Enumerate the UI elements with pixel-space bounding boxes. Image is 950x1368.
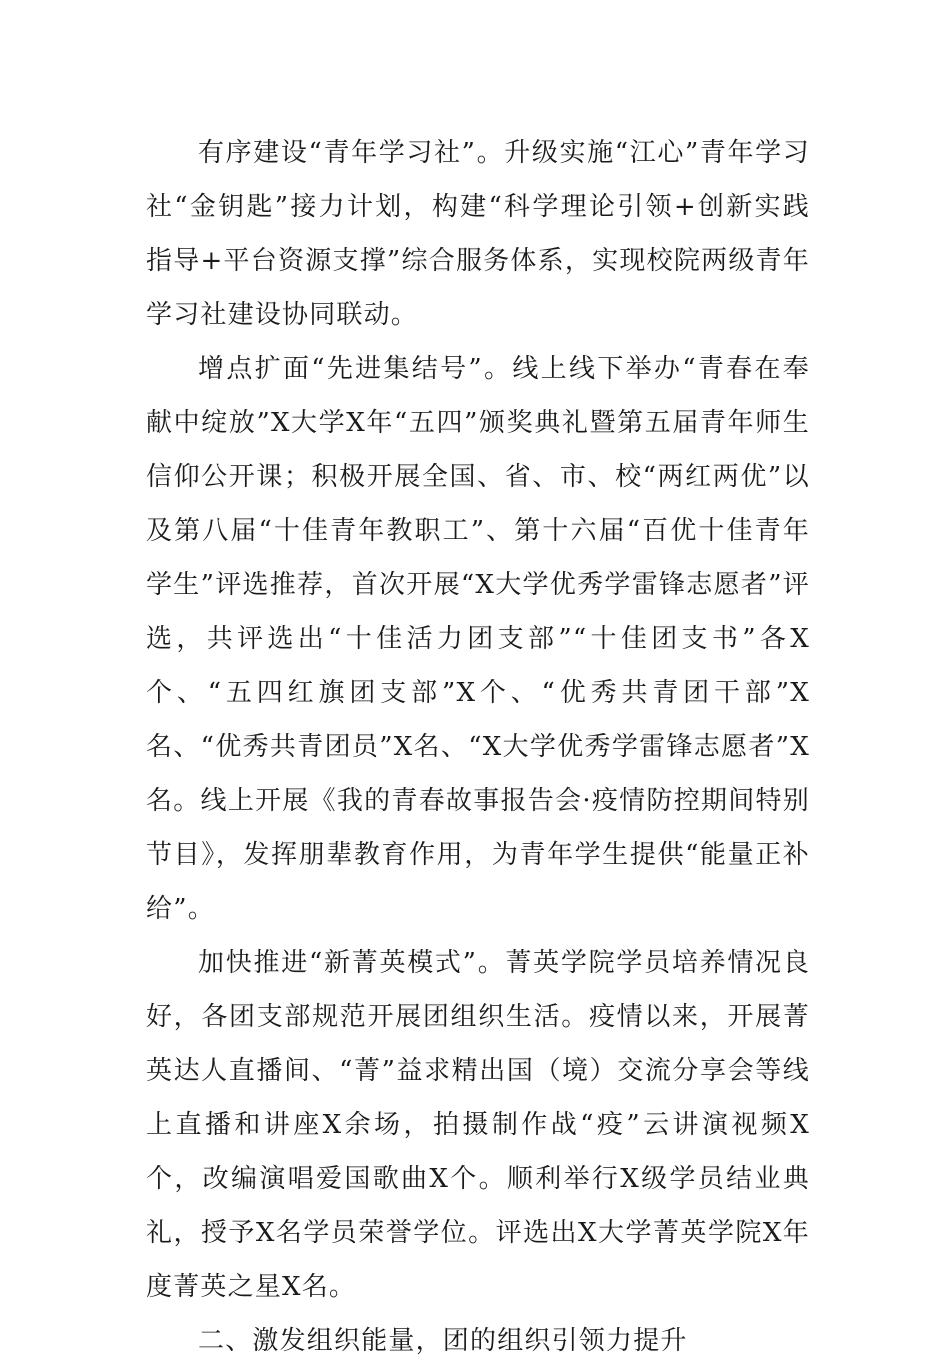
paragraph-elite-model: 加快推进“新菁英模式”。菁英学院学员培养情况良好，各团支部规范开展团组织生活。疫情以来，开展菁英达人直播间、“菁”益求精出国（境）交流分享会等线上直播和讲座X余场，拍摄制作战“疫”云讲演视频X个，改编演唱爱国歌曲X个。顺利举行X级学员结业典礼，授予X名学员荣誉学位。评选出X大学菁英学院X年度菁英之星X名。 <box>146 948 810 1302</box>
paragraph-advanced-rally: 增点扩面“先进集结号”。线上线下举办“青春在奉献中绽放”X大学X年“五四”颁奖典礼暨第五届青年师生信仰公开课；积极开展全国、省、市、校“两红两优”以及第八届“十佳青年教职工”、第十六届“百优十佳青年学生”评选推荐，首次开展“X大学优秀学雷锋志愿者”评选，共评选出“十佳活力团支部”“十佳团支书”各X个、“五四红旗团支部”X个、“优秀共青团干部”X名、“优秀共青团员”X名、“X大学优秀学雷锋志愿者”X名。线上开展《我的青春故事报告会·疫情防控期间特别节目》，发挥朋辈教育作用，为青年学生提供“能量正补给”。 <box>146 354 810 924</box>
document-body <box>146 126 810 1368</box>
section-heading: 二、激发组织能量，团的组织引领力提升 <box>198 1326 688 1356</box>
paragraph-study-society: 有序建设“青年学习社”。升级实施“江心”青年学习社“金钥匙”接力计划，构建“科学理论引领+创新实践指导+平台资源支撑”综合服务体系，实现校院两级青年学习社建设协同联动。 <box>146 138 810 330</box>
